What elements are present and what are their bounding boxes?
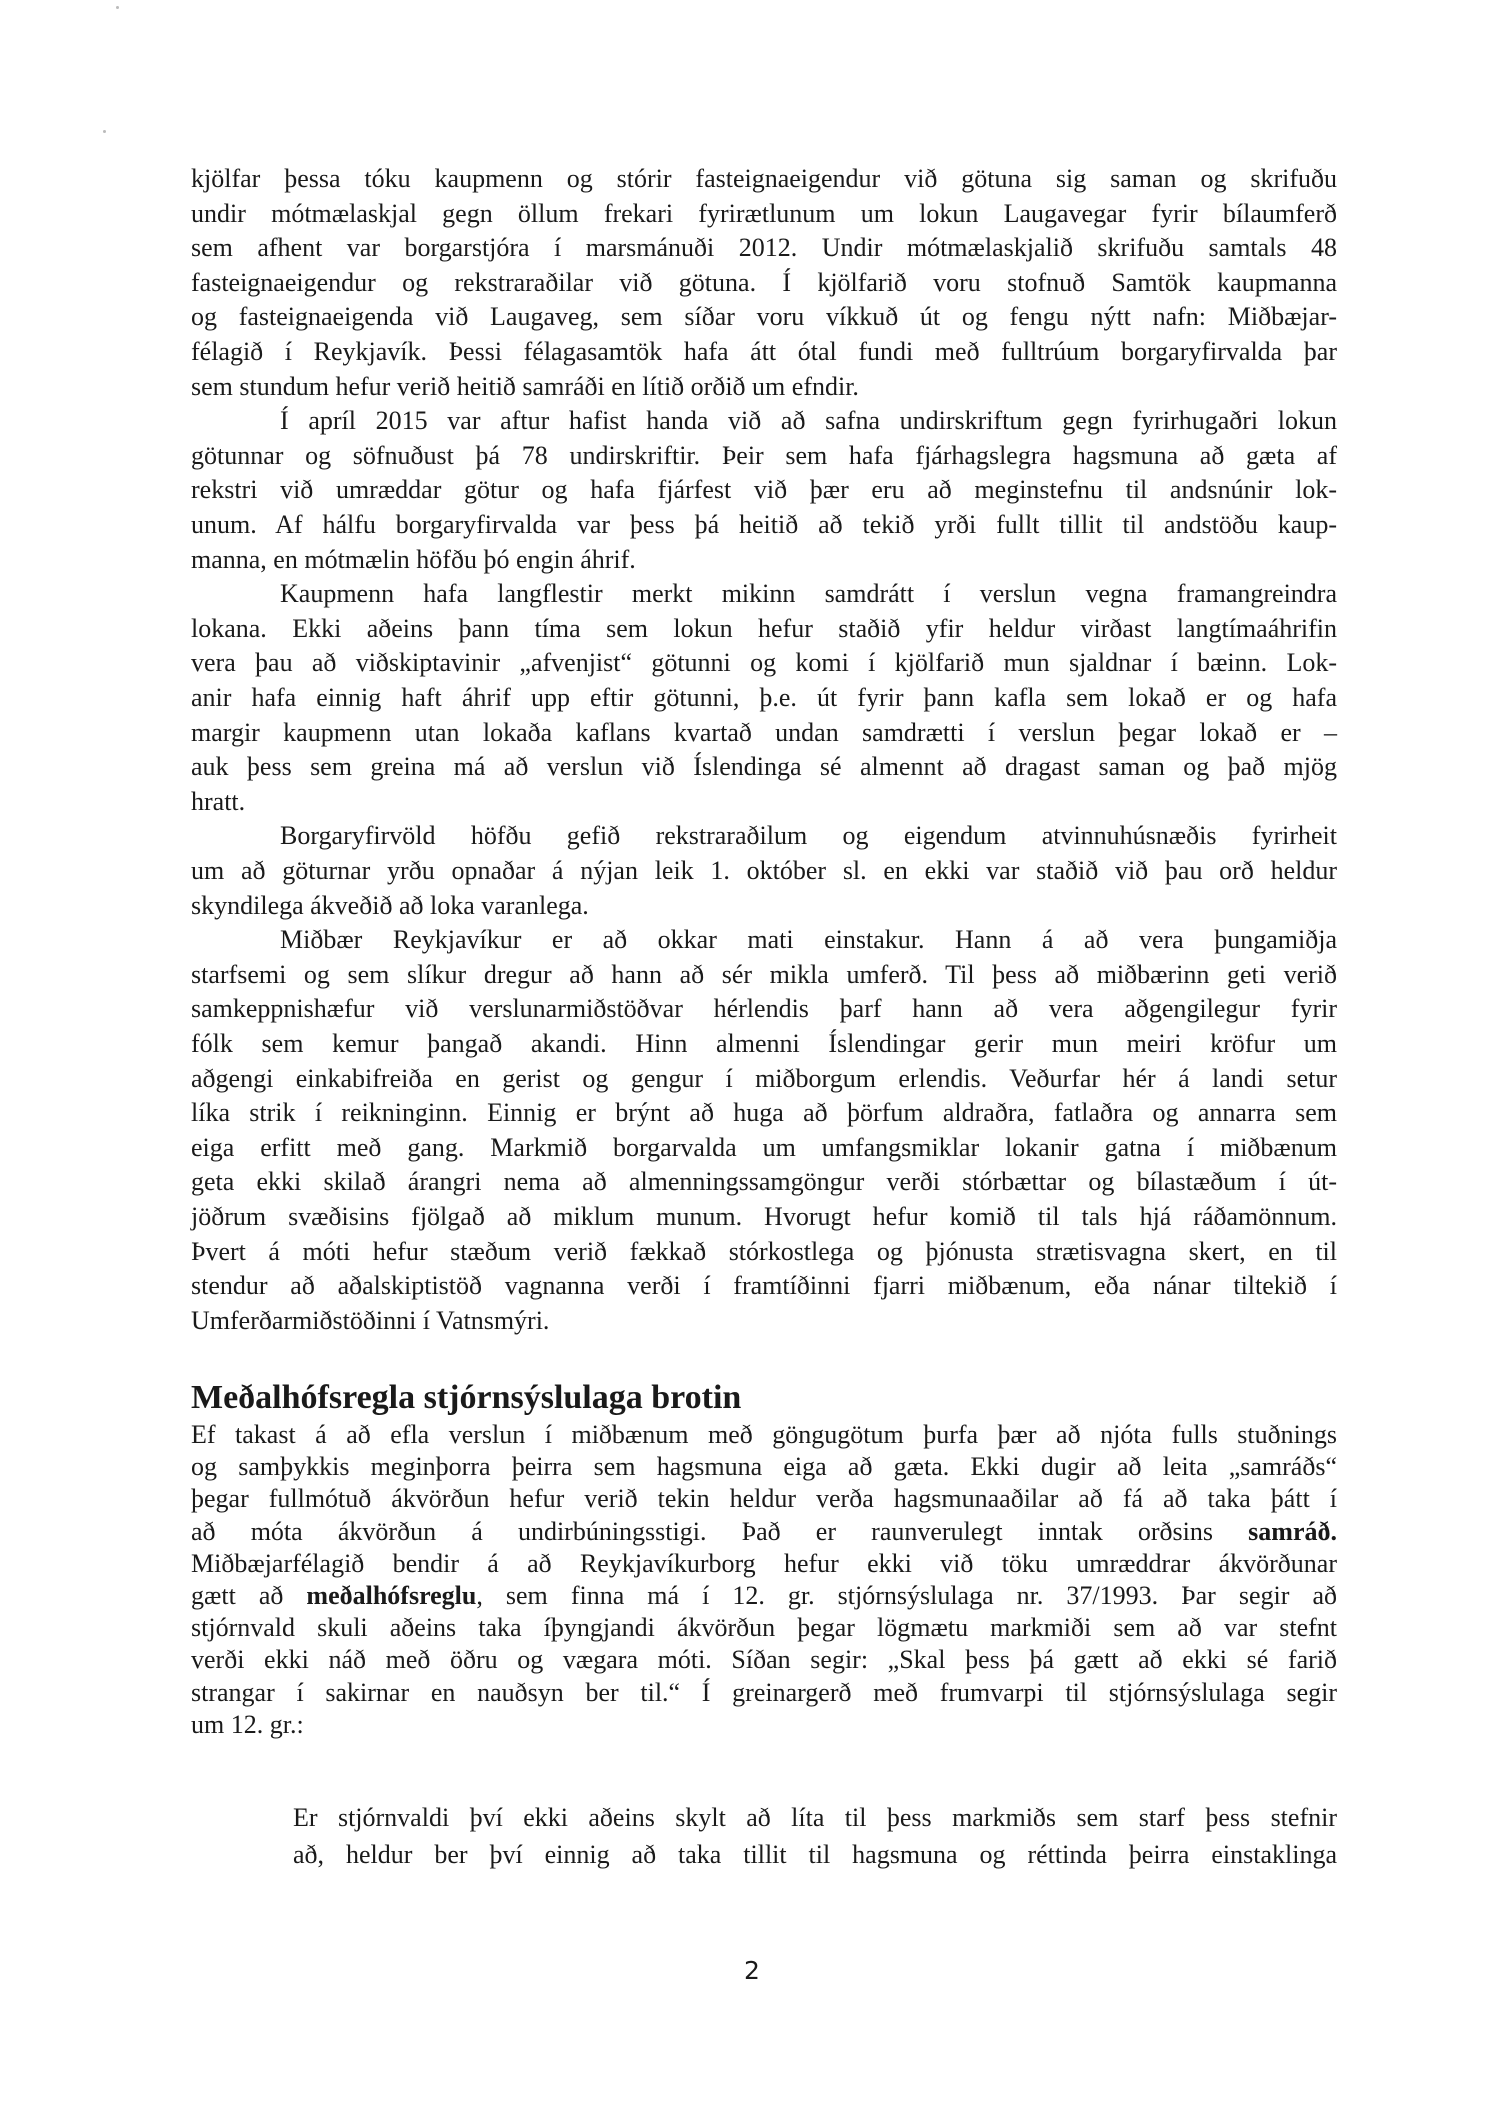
paragraph-line	[191, 1579, 1337, 1613]
paragraph-line: undir mótmælaskjal gegn öllum frekari fyrirætlunum um lokun Laugavegar fyrir bílaumferð	[191, 199, 1337, 228]
text-segment: , sem finna má í 12. gr. stjórnsýslulaga nr. 37/1993. Þar segir að	[476, 1581, 1337, 1610]
paragraph-line: margir kaupmenn utan lokaða kaflans kvartað undan samdrætti í verslun þegar lokað er –	[191, 718, 1337, 747]
paragraph-line: Miðbær Reykjavíkur er að okkar mati einstakur. Hann á að vera þungamiðja	[280, 925, 1337, 954]
page-number: 2	[744, 1956, 760, 1985]
paragraph-line: skyndilega ákveðið að loka varanlega.	[191, 891, 589, 920]
paragraph-line: stendur að aðalskiptistöð vagnanna verði í framtíðinni fjarri miðbænum, eða nánar tiltekið í	[191, 1271, 1337, 1300]
paragraph-line: lokana. Ekki aðeins þann tíma sem lokun hefur staðið yfir heldur virðast langtímaáhrifin	[191, 614, 1337, 643]
scan-speck	[103, 130, 106, 133]
text-segment: gætt að	[191, 1581, 307, 1610]
paragraph-line: unum. Af hálfu borgaryfirvalda var þess þá heitið að tekið yrði fullt tillit til andstöðu kaup-	[191, 510, 1337, 539]
paragraph-line: Borgaryfirvöld höfðu gefið rekstraraðilum og eigendum atvinnuhúsnæðis fyrirheit	[280, 821, 1337, 850]
paragraph-line: og samþykkis meginþorra þeirra sem hagsmuna eiga að gæta. Ekki dugir að leita „samráðs“	[191, 1452, 1337, 1481]
scan-speck	[116, 6, 119, 9]
paragraph-line: strangar í sakirnar en nauðsyn ber til.“ Í greinargerð með frumvarpi til stjórnsýslulaga segir	[191, 1678, 1337, 1707]
paragraph-line: eiga erfitt með gang. Markmið borgarvalda um umfangsmiklar lokanir gatna í miðbænum	[191, 1133, 1337, 1162]
quote-line: að, heldur ber því einnig að taka tillit til hagsmuna og réttinda þeirra einstaklinga	[293, 1840, 1337, 1869]
paragraph-line: manna, en mótmælin höfðu þó engin áhrif.	[191, 545, 636, 574]
paragraph-line: rekstri við umræddar götur og hafa fjárfest við þær eru að meginstefnu til andsnúnir lok-	[191, 475, 1337, 504]
paragraph-line: líka strik í reikninginn. Einnig er brýnt að huga að þörfum aldraðra, fatlaðra og annarra sem	[191, 1098, 1337, 1127]
paragraph-line: hratt.	[191, 787, 246, 816]
paragraph-line: sem afhent var borgarstjóra í marsmánuði 2012. Undir mótmælaskjalið skrifuðu samtals 48	[191, 233, 1337, 262]
paragraph-line: Þvert á móti hefur stæðum verið fækkað stórkostlega og þjónusta strætisvagna skert, en til	[191, 1237, 1337, 1266]
paragraph-line: kjölfar þessa tóku kaupmenn og stórir fasteignaeigendur við götuna sig saman og skrifuðu	[191, 164, 1337, 193]
paragraph-line: stjórnvald skuli aðeins taka íþyngjandi ákvörðun þegar lögmætu markmiði sem að var stefnt	[191, 1613, 1337, 1642]
paragraph-line: Umferðarmiðstöðinni í Vatnsmýri.	[191, 1306, 550, 1335]
paragraph-line: verði ekki náð með öðru og vægara móti. Síðan segir: „Skal þess þá gætt að ekki sé farið	[191, 1645, 1337, 1674]
paragraph-line: starfsemi og sem slíkur dregur að hann að sér mikla umferð. Til þess að miðbærinn geti verið	[191, 960, 1337, 989]
paragraph-line: geta ekki skilað árangri nema að almenningssamgöngur verði stórbættar og bílastæðum í út-	[191, 1167, 1337, 1196]
paragraph-line: anir hafa einnig haft áhrif upp eftir götunni, þ.e. út fyrir þann kafla sem lokað er og hafa	[191, 683, 1337, 712]
paragraph-line: Í apríl 2015 var aftur hafist handa við að safna undirskriftum gegn fyrirhugaðri lokun	[280, 406, 1337, 435]
paragraph-line: samkeppnishæfur við verslunarmiðstöðvar hérlendis þarf hann að vera aðgengilegur fyrir	[191, 994, 1337, 1023]
paragraph-line: götunnar og söfnuðust þá 78 undirskriftir. Þeir sem hafa fjárhagslegra hagsmuna að gæta af	[191, 441, 1337, 470]
text-segment: að móta ákvörðun á undirbúningsstigi. Það er raunverulegt inntak orðsins	[191, 1517, 1249, 1546]
paragraph-line: aðgengi einkabifreiða en gerist og gengur í miðborgum erlendis. Veðurfar hér á landi setur	[191, 1064, 1337, 1093]
paragraph-line: um að göturnar yrðu opnaðar á nýjan leik 1. október sl. en ekki var staðið við þau orð heldur	[191, 856, 1337, 885]
paragraph-line: þegar fullmótuð ákvörðun hefur verið tekin heldur verða hagsmunaaðilar að fá að taka þátt í	[191, 1484, 1337, 1513]
paragraph-line: fólk sem kemur þangað akandi. Hinn almenni Íslendingar gerir mun meiri kröfur um	[191, 1029, 1337, 1058]
paragraph-line: Miðbæjarfélagið bendir á að Reykjavíkurborg hefur ekki við töku umræddrar ákvörðunar	[191, 1549, 1337, 1578]
paragraph-line: sem stundum hefur verið heitið samráði en lítið orðið um efndir.	[191, 372, 859, 401]
paragraph-line: um 12. gr.:	[191, 1710, 304, 1739]
quote-line: Er stjórnvaldi því ekki aðeins skylt að líta til þess markmiðs sem starf þess stefnir	[293, 1803, 1337, 1832]
paragraph-line: jöðrum svæðisins fjölgað að miklum munum. Hvorugt hefur komið til tals hjá ráðamönnum.	[191, 1202, 1337, 1231]
bold-term: samráð.	[1248, 1517, 1337, 1546]
section-heading: Meðalhófsregla stjórnsýslulaga brotin	[191, 1379, 742, 1416]
paragraph-line: fasteignaeigendur og rekstraraðilar við götuna. Í kjölfarið voru stofnuð Samtök kaupmanna	[191, 268, 1337, 297]
paragraph-line: Kaupmenn hafa langflestir merkt mikinn samdrátt í verslun vegna framangreindra	[280, 579, 1337, 608]
bold-term: meðalhófsreglu	[306, 1581, 477, 1610]
paragraph-line: félagið í Reykjavík. Þessi félagasamtök hafa átt ótal fundi með fulltrúum borgaryfirvalda þar	[191, 337, 1337, 366]
paragraph-line: vera þau að viðskiptavinir „afvenjist“ götunni og komi í kjölfarið mun sjaldnar í bæinn. Lok-	[191, 648, 1337, 677]
paragraph-line	[191, 1515, 1337, 1549]
paragraph-line: auk þess sem greina má að verslun við Íslendinga sé almennt að dragast saman og það mjög	[191, 752, 1337, 781]
paragraph-line: Ef takast á að efla verslun í miðbænum með göngugötum þurfa þær að njóta fulls stuðnings	[191, 1420, 1337, 1449]
paragraph-line: og fasteignaeigenda við Laugaveg, sem síðar voru víkkuð út og fengu nýtt nafn: Miðbæjar-	[191, 302, 1337, 331]
